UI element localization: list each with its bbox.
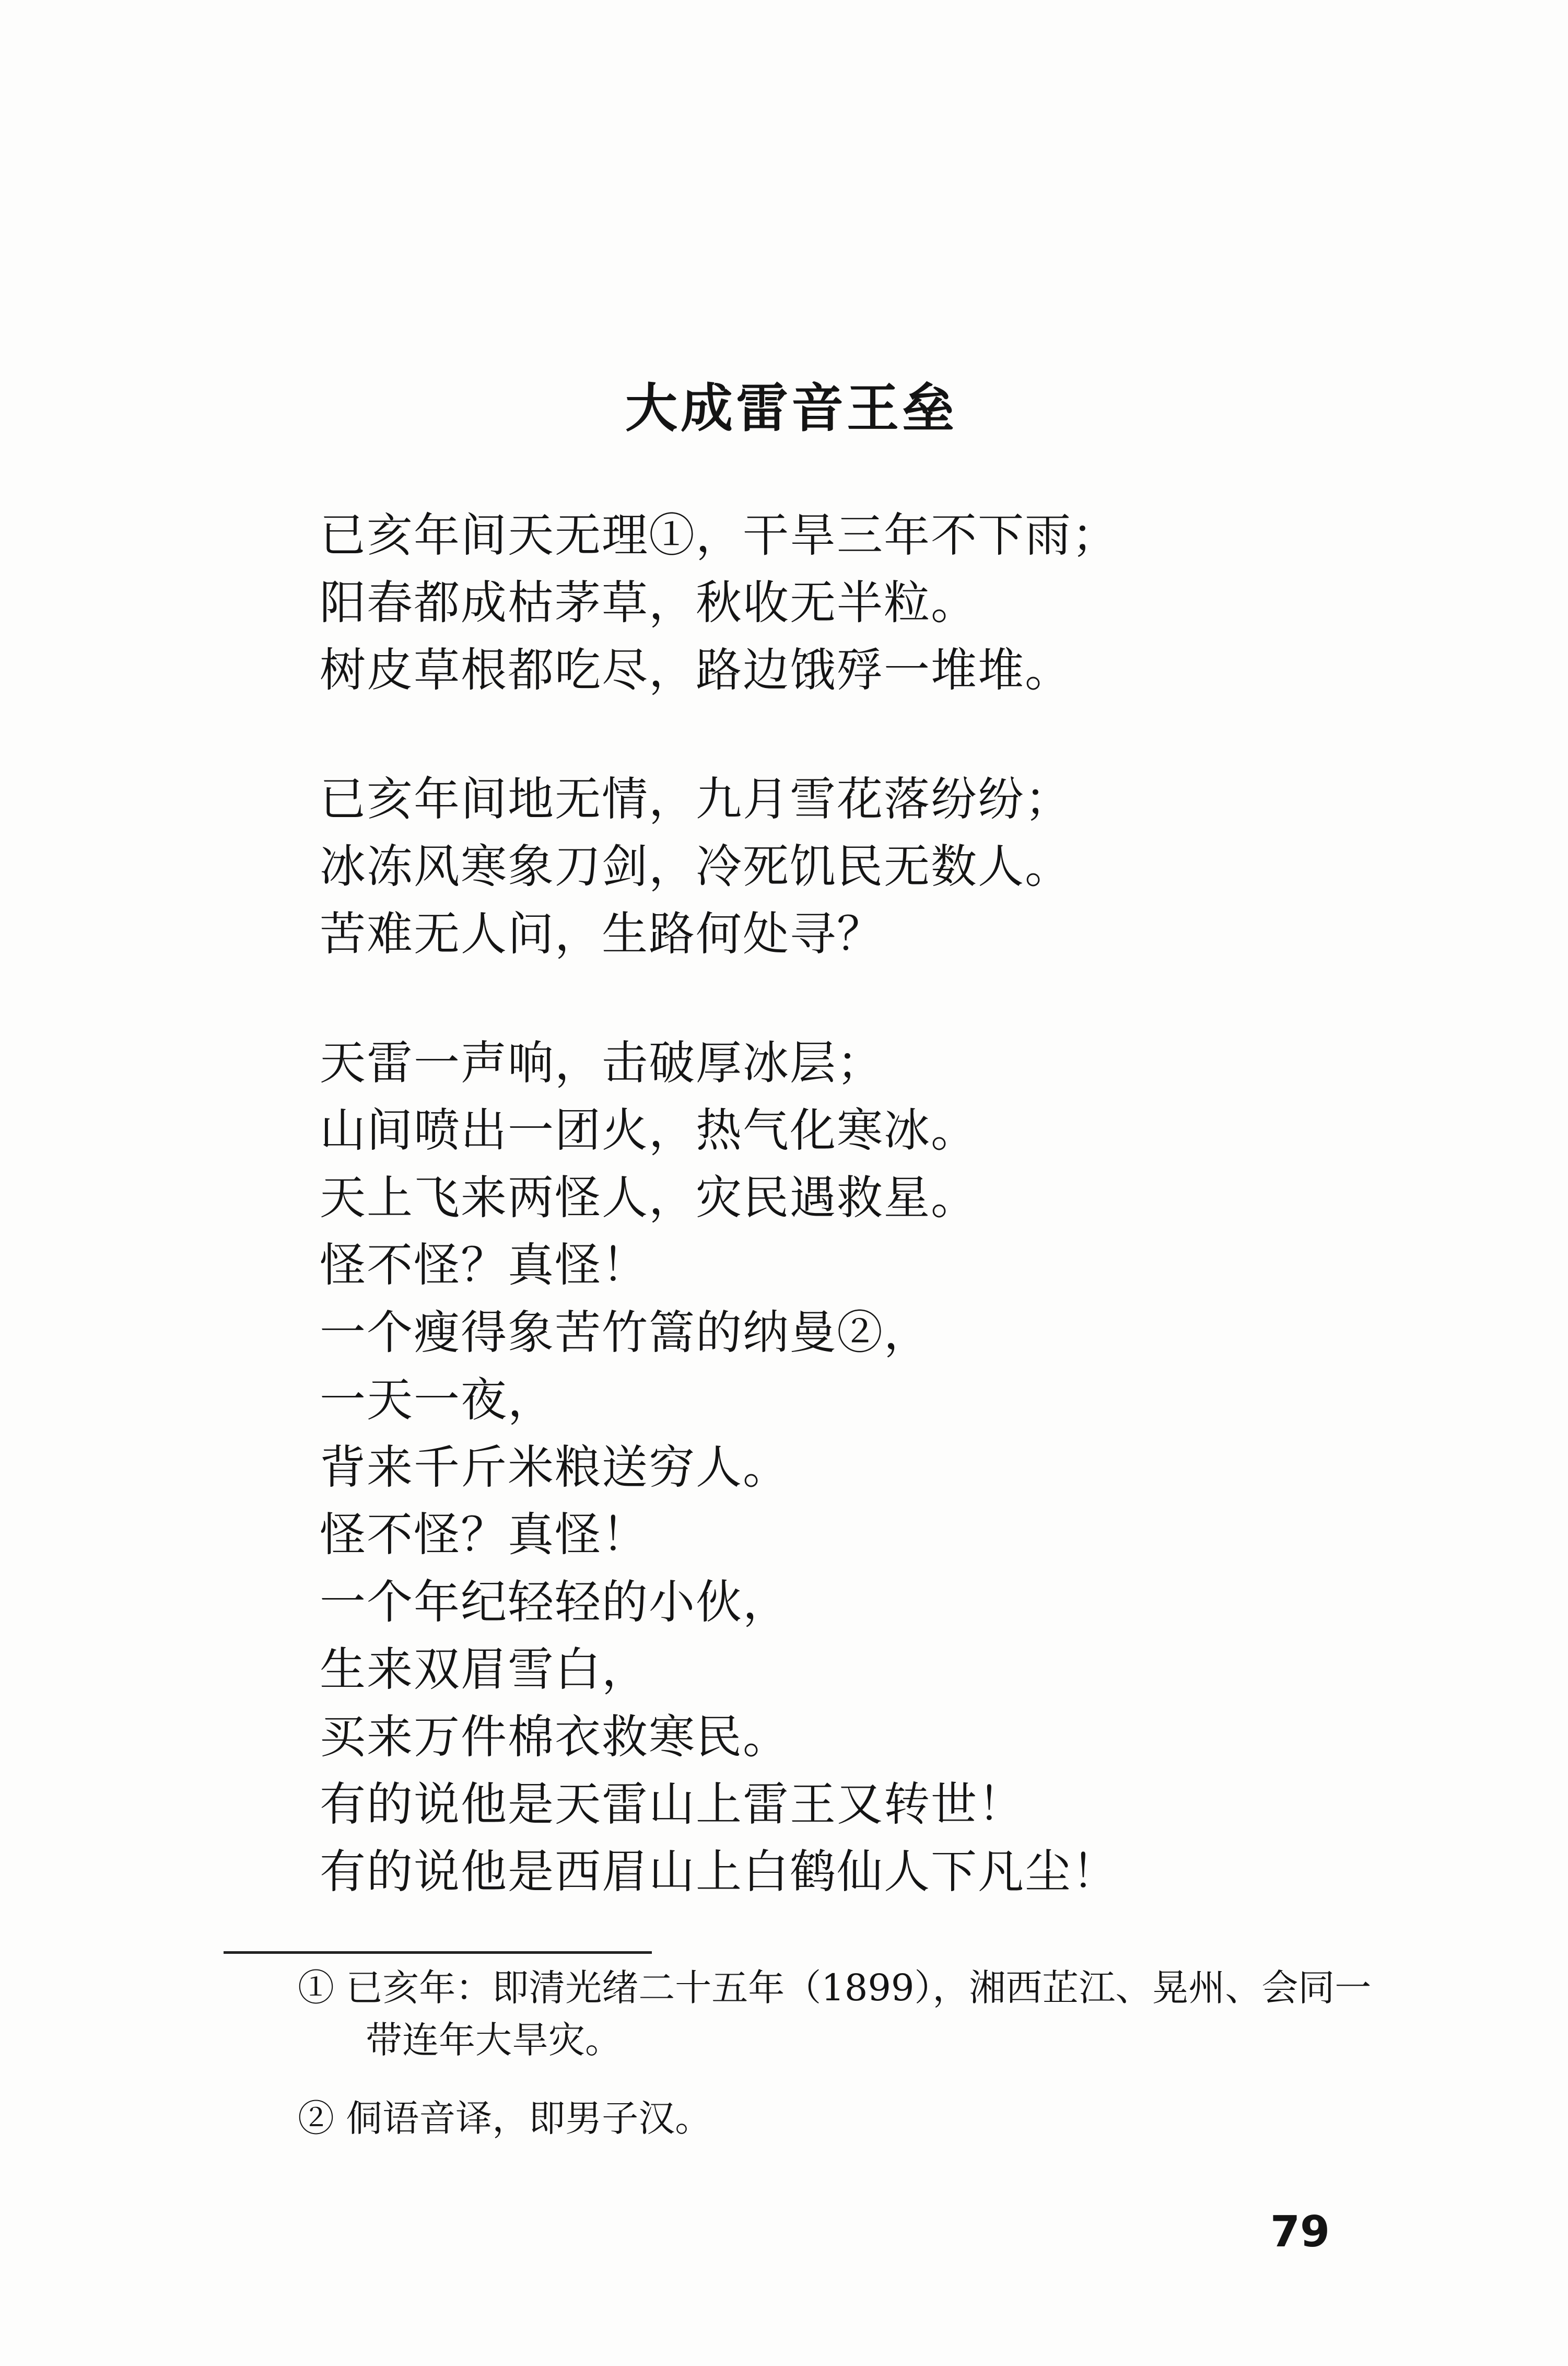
footnote-2: ② 侗语音译，即男子汉。 (298, 2097, 712, 2140)
poem-title: 大成雷音王垒 (625, 378, 957, 439)
footnote-divider (224, 1951, 652, 1954)
poem-line: 天雷一声响，击破厚冰层； (320, 1036, 884, 1090)
poem-line: 已亥年间地无情，九月雪花落纷纷； (320, 772, 1072, 826)
poem-line: 一个年纪轻轻的小伙， (320, 1575, 790, 1629)
poem-line: 冰冻风寒象刀剑，冷死饥民无数人。 (320, 840, 1072, 893)
page-number: 79 (1270, 2207, 1330, 2257)
stanza-1 (320, 502, 1364, 704)
poem-line: 一天一夜， (320, 1373, 555, 1427)
poem-line: 怪不怪？真怪！ (320, 1238, 649, 1292)
poem-line: 阳春都成枯茅草，秋收无半粒。 (320, 576, 978, 630)
poem-line: 背来千斤米粮送穷人。 (320, 1440, 790, 1494)
poem-line: 有的说他是西眉山上白鹤仙人下凡尘！ (320, 1845, 1119, 1898)
poem-line: 一个瘦得象苦竹篙的纳曼②， (320, 1306, 931, 1359)
stanza-3 (320, 1029, 1364, 1905)
poem-line: 天上飞来两怪人，灾民遇救星。 (320, 1171, 978, 1225)
poem-line: 怪不怪？真怪！ (320, 1508, 649, 1561)
poem-line: 生来双眉雪白， (320, 1642, 649, 1696)
poem-line: 已亥年间天无理①，干旱三年不下雨； (320, 508, 1119, 562)
poem-line: 山间喷出一团火，热气化寒冰。 (320, 1103, 978, 1157)
footnotes (298, 1962, 1447, 2144)
stanza-2 (320, 765, 1364, 968)
poem-body (320, 502, 1364, 1905)
poem-line: 买来万件棉衣救寒民。 (320, 1710, 790, 1764)
poem-line: 苦难无人问，生路何处寻？ (320, 907, 884, 961)
poem-line: 树皮草根都吃尽，路边饿殍一堆堆。 (320, 643, 1072, 697)
footnote-1: ① 已亥年：即清光绪二十五年（1899），湘西芷江、晃州、会同一 (298, 1966, 1372, 2009)
poem-line: 有的说他是天雷山上雷王又转世！ (320, 1777, 1025, 1831)
footnote-1-continuation: 带连年大旱灾。 (366, 2019, 622, 2061)
